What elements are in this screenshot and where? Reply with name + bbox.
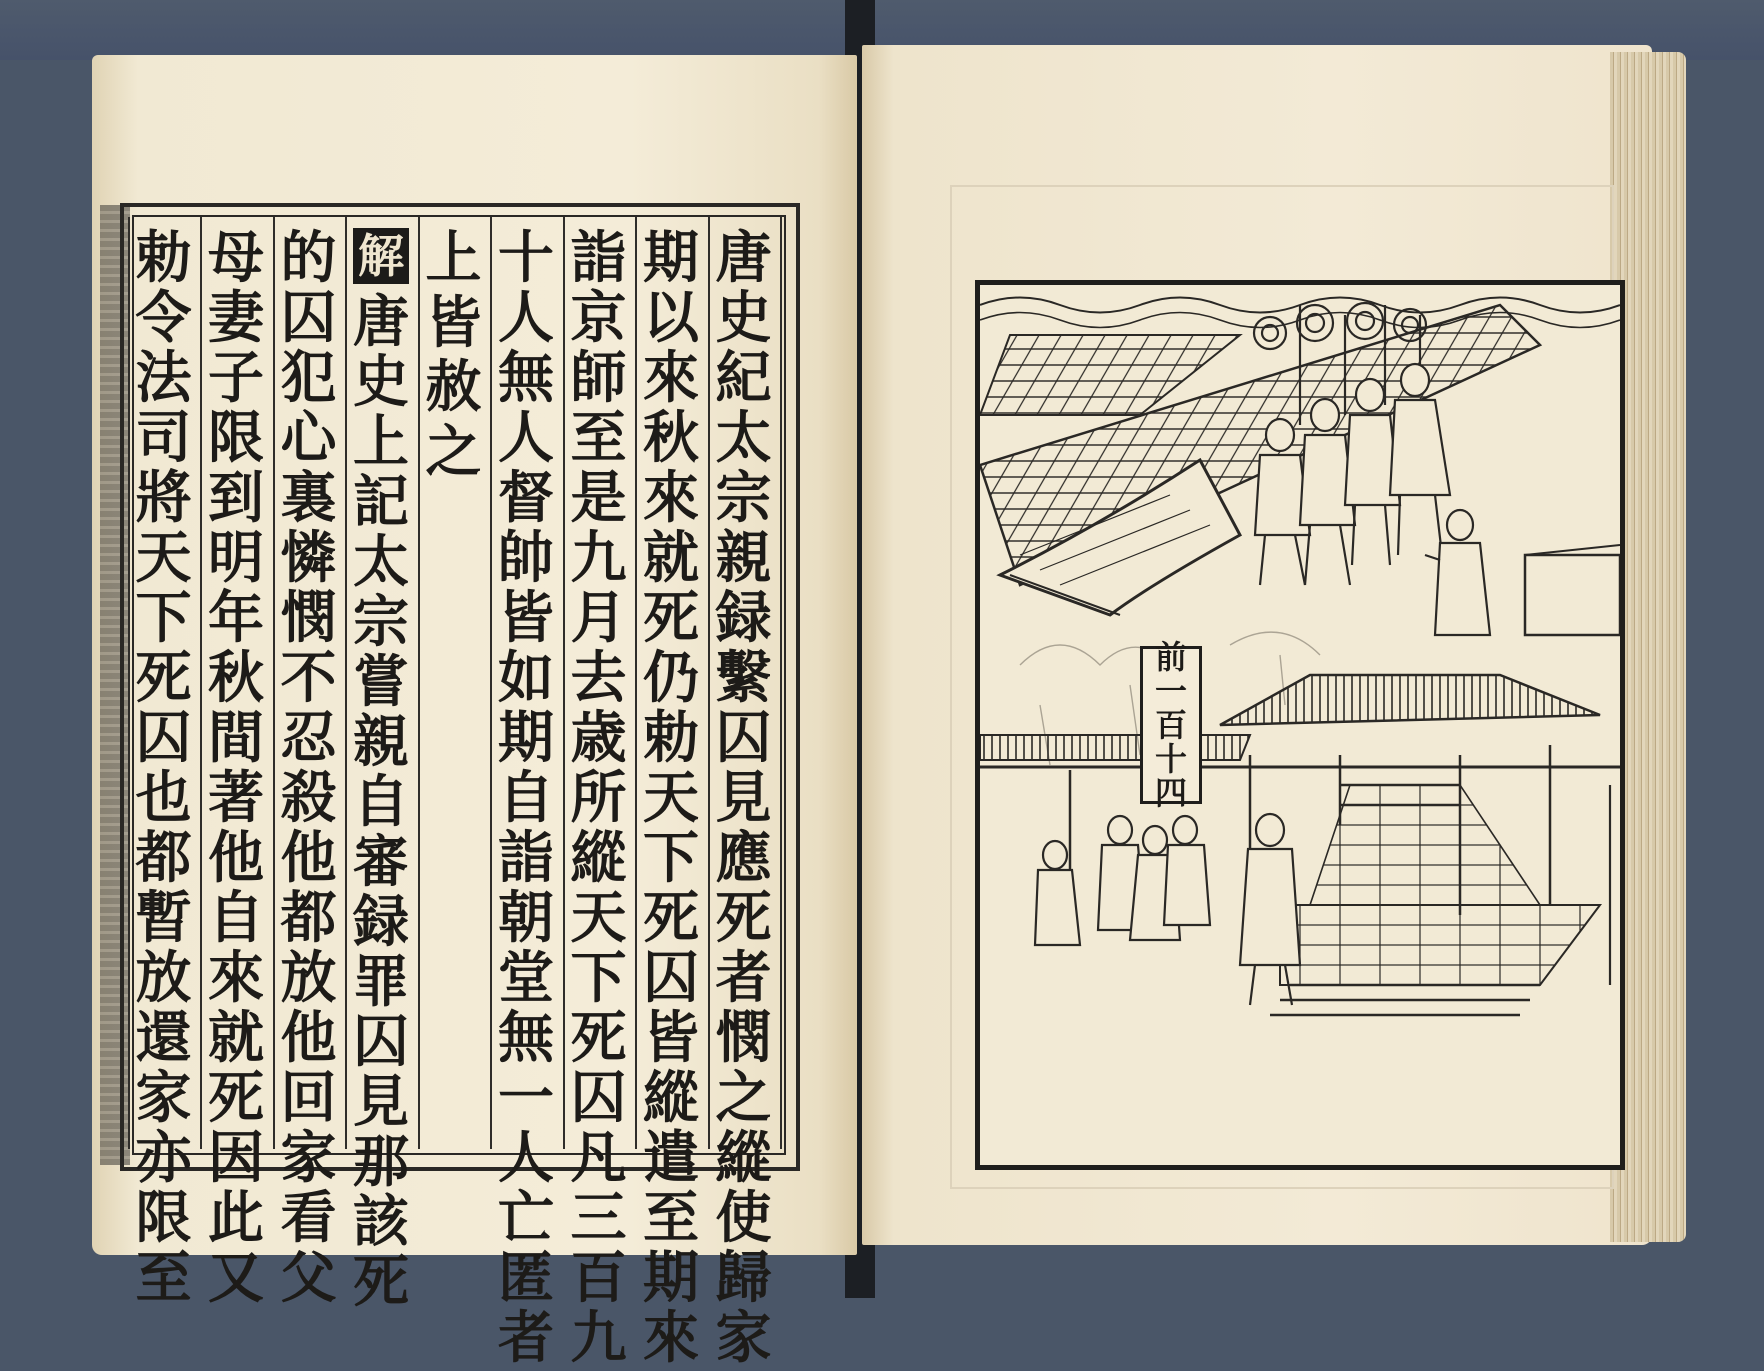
glyph: 家: [135, 1065, 192, 1131]
glyph: 妻: [208, 285, 264, 351]
glyph: 著: [208, 765, 264, 831]
glyph: 囚: [643, 945, 699, 1011]
glyph: 他: [280, 1005, 337, 1071]
glyph: 來: [643, 345, 699, 411]
glyph: 死: [208, 1065, 264, 1131]
glyph: 都: [135, 825, 192, 891]
glyph: 皆: [643, 1005, 699, 1071]
glyph: 録: [353, 889, 409, 955]
glyph: 縱: [715, 1125, 772, 1191]
glyph: 將: [135, 465, 192, 531]
glyph: 十: [498, 225, 554, 291]
glyph: 人: [498, 405, 554, 471]
glyph: 自: [498, 765, 554, 831]
glyph: 法: [135, 345, 192, 411]
text-column: [636, 225, 706, 1371]
glyph: 間: [208, 705, 264, 771]
glyph: 死: [715, 885, 772, 951]
glyph: 至: [570, 405, 627, 471]
glyph: 看: [280, 1185, 337, 1251]
glyph: 紀: [715, 345, 772, 411]
caption-glyph: 百: [1154, 706, 1187, 744]
glyph: 年: [208, 585, 264, 651]
glyph: 使: [715, 1185, 772, 1251]
glyph: 就: [643, 525, 699, 591]
glyph: 犯: [280, 345, 337, 411]
caption-glyph: 前: [1154, 638, 1187, 676]
caption-glyph: 四: [1154, 774, 1187, 812]
glyph: 的: [280, 225, 337, 291]
glyph: 自: [208, 885, 264, 951]
glyph: 來: [643, 1305, 699, 1371]
glyph: 無: [498, 1005, 554, 1071]
glyph: 下: [643, 825, 699, 891]
glyph: 宗: [353, 589, 409, 655]
glyph: 秋: [643, 405, 699, 471]
commentary-marker: 解: [353, 228, 409, 284]
glyph: 勅: [643, 705, 699, 771]
text-column: [564, 225, 634, 1371]
glyph: 期: [643, 1245, 699, 1311]
glyph: 宗: [715, 465, 772, 531]
glyph: 之: [715, 1065, 772, 1131]
glyph: 見: [715, 765, 772, 831]
glyph: 憫: [280, 585, 337, 651]
glyph: 囚: [353, 1009, 409, 1075]
glyph: 三: [570, 1185, 627, 1251]
glyph: 者: [498, 1305, 554, 1371]
text-column: [346, 228, 416, 1315]
glyph: 限: [208, 405, 264, 471]
glyph: 明: [208, 525, 264, 591]
glyph: 縱: [570, 825, 627, 891]
text-column: [129, 225, 199, 1311]
glyph: 死: [643, 585, 699, 651]
glyph: 帥: [498, 525, 554, 591]
glyph: 憫: [715, 1005, 772, 1071]
glyph: 殺: [280, 765, 337, 831]
glyph: 忍: [280, 705, 337, 771]
glyph: 者: [715, 945, 772, 1011]
glyph: 皆: [425, 289, 482, 356]
glyph: 心: [280, 405, 337, 471]
glyph: 期: [643, 225, 699, 291]
woodblock-illustration: [975, 280, 1625, 1170]
glyph: 限: [135, 1185, 192, 1251]
glyph: 唐: [715, 225, 772, 291]
glyph: 史: [353, 349, 409, 415]
glyph: 秋: [208, 645, 264, 711]
glyph: 下: [570, 945, 627, 1011]
glyph: 師: [570, 345, 627, 411]
glyph: 天: [135, 525, 192, 591]
glyph: 天: [643, 765, 699, 831]
glyph: 來: [643, 465, 699, 531]
glyph: 那: [353, 1129, 409, 1195]
glyph: 來: [208, 945, 264, 1011]
glyph: 人: [498, 285, 554, 351]
glyph: 百: [570, 1245, 627, 1311]
glyph: 親: [353, 709, 409, 775]
caption-glyph: 一: [1154, 672, 1187, 710]
glyph: 死: [353, 1249, 409, 1315]
column-rule: [780, 217, 782, 1149]
glyph: 史: [715, 285, 772, 351]
glyph: 子: [208, 345, 264, 411]
glyph: 暫: [135, 885, 192, 951]
text-column: [419, 225, 489, 1148]
glyph: 令: [135, 285, 192, 351]
text-column: [709, 225, 779, 1371]
glyph: 自: [353, 769, 409, 835]
glyph: 都: [280, 885, 337, 951]
glyph: 太: [715, 405, 772, 471]
glyph: 一: [498, 1065, 554, 1131]
glyph: 至: [135, 1245, 192, 1311]
glyph: 裏: [280, 465, 337, 531]
text-column: [274, 225, 344, 1311]
glyph: 應: [715, 825, 772, 891]
glyph: 月: [570, 585, 627, 651]
glyph: 上: [425, 225, 482, 291]
glyph: 天: [570, 885, 627, 951]
glyph: 家: [715, 1305, 772, 1371]
glyph: 母: [208, 225, 264, 291]
glyph: 皆: [498, 585, 554, 651]
glyph: 囚: [135, 705, 192, 771]
glyph: 罪: [353, 949, 409, 1015]
glyph: 堂: [498, 945, 554, 1011]
glyph: 又: [208, 1245, 264, 1311]
glyph: 回: [280, 1065, 337, 1131]
glyph: 九: [570, 525, 627, 591]
glyph: 囚: [280, 285, 337, 351]
glyph: 凡: [570, 1125, 627, 1191]
glyph: 記: [353, 469, 409, 535]
glyph: 勅: [135, 225, 192, 291]
glyph: 匿: [498, 1245, 554, 1311]
caption-glyph: 十: [1154, 740, 1187, 778]
glyph: 朝: [498, 885, 554, 951]
glyph: 亡: [498, 1185, 554, 1251]
glyph: 他: [280, 825, 337, 891]
glyph: 嘗: [353, 649, 409, 715]
glyph: 亦: [135, 1125, 192, 1191]
glyph: 繫: [715, 645, 772, 711]
glyph: 下: [135, 585, 192, 651]
glyph: 死: [135, 645, 192, 711]
text-column: [201, 225, 271, 1311]
glyph: 因: [208, 1125, 264, 1191]
glyph: 無: [498, 345, 554, 411]
glyph: 京: [570, 285, 627, 351]
glyph: 去: [570, 645, 627, 711]
glyph: 到: [208, 465, 264, 531]
glyph: 放: [135, 945, 192, 1011]
glyph: 父: [280, 1245, 337, 1311]
glyph: 上: [353, 409, 409, 475]
glyph: 憐: [280, 525, 337, 591]
glyph: 審: [353, 829, 409, 895]
glyph: 死: [570, 1005, 627, 1071]
glyph: 也: [135, 765, 192, 831]
glyph: 如: [498, 645, 554, 711]
glyph: 期: [498, 705, 554, 771]
glyph: 遣: [643, 1125, 699, 1191]
glyph: 囚: [715, 705, 772, 771]
glyph: 督: [498, 465, 554, 531]
text-column: [491, 225, 561, 1371]
illustration-drawing: [980, 285, 1620, 1165]
glyph: 仍: [643, 645, 699, 711]
glyph: 赦: [425, 354, 482, 420]
glyph: 以: [643, 285, 699, 351]
glyph: 放: [280, 945, 337, 1011]
glyph: 歳: [570, 705, 627, 771]
glyph: 司: [135, 405, 192, 471]
glyph: 至: [643, 1185, 699, 1251]
glyph: 見: [353, 1069, 409, 1135]
glyph: 親: [715, 525, 772, 591]
glyph: 縱: [643, 1065, 699, 1131]
illustration-caption: [1140, 638, 1202, 812]
glyph: 就: [208, 1005, 264, 1071]
glyph: 該: [353, 1189, 409, 1255]
glyph: 此: [208, 1185, 264, 1251]
glyph: 人: [498, 1125, 554, 1191]
glyph: 歸: [715, 1245, 772, 1311]
glyph: 所: [570, 765, 627, 831]
glyph: 家: [280, 1125, 337, 1191]
glyph: 詣: [570, 225, 627, 291]
glyph: 太: [353, 529, 409, 595]
glyph: 還: [135, 1005, 192, 1071]
glyph: 九: [570, 1305, 627, 1371]
glyph: 録: [715, 585, 772, 651]
glyph: 囚: [570, 1065, 627, 1131]
glyph: 他: [208, 825, 264, 891]
glyph: 死: [643, 885, 699, 951]
glyph: 之: [425, 418, 482, 485]
glyph: 不: [280, 645, 337, 711]
glyph: 唐: [353, 289, 409, 355]
glyph: 是: [570, 465, 627, 531]
glyph: 詣: [498, 825, 554, 891]
